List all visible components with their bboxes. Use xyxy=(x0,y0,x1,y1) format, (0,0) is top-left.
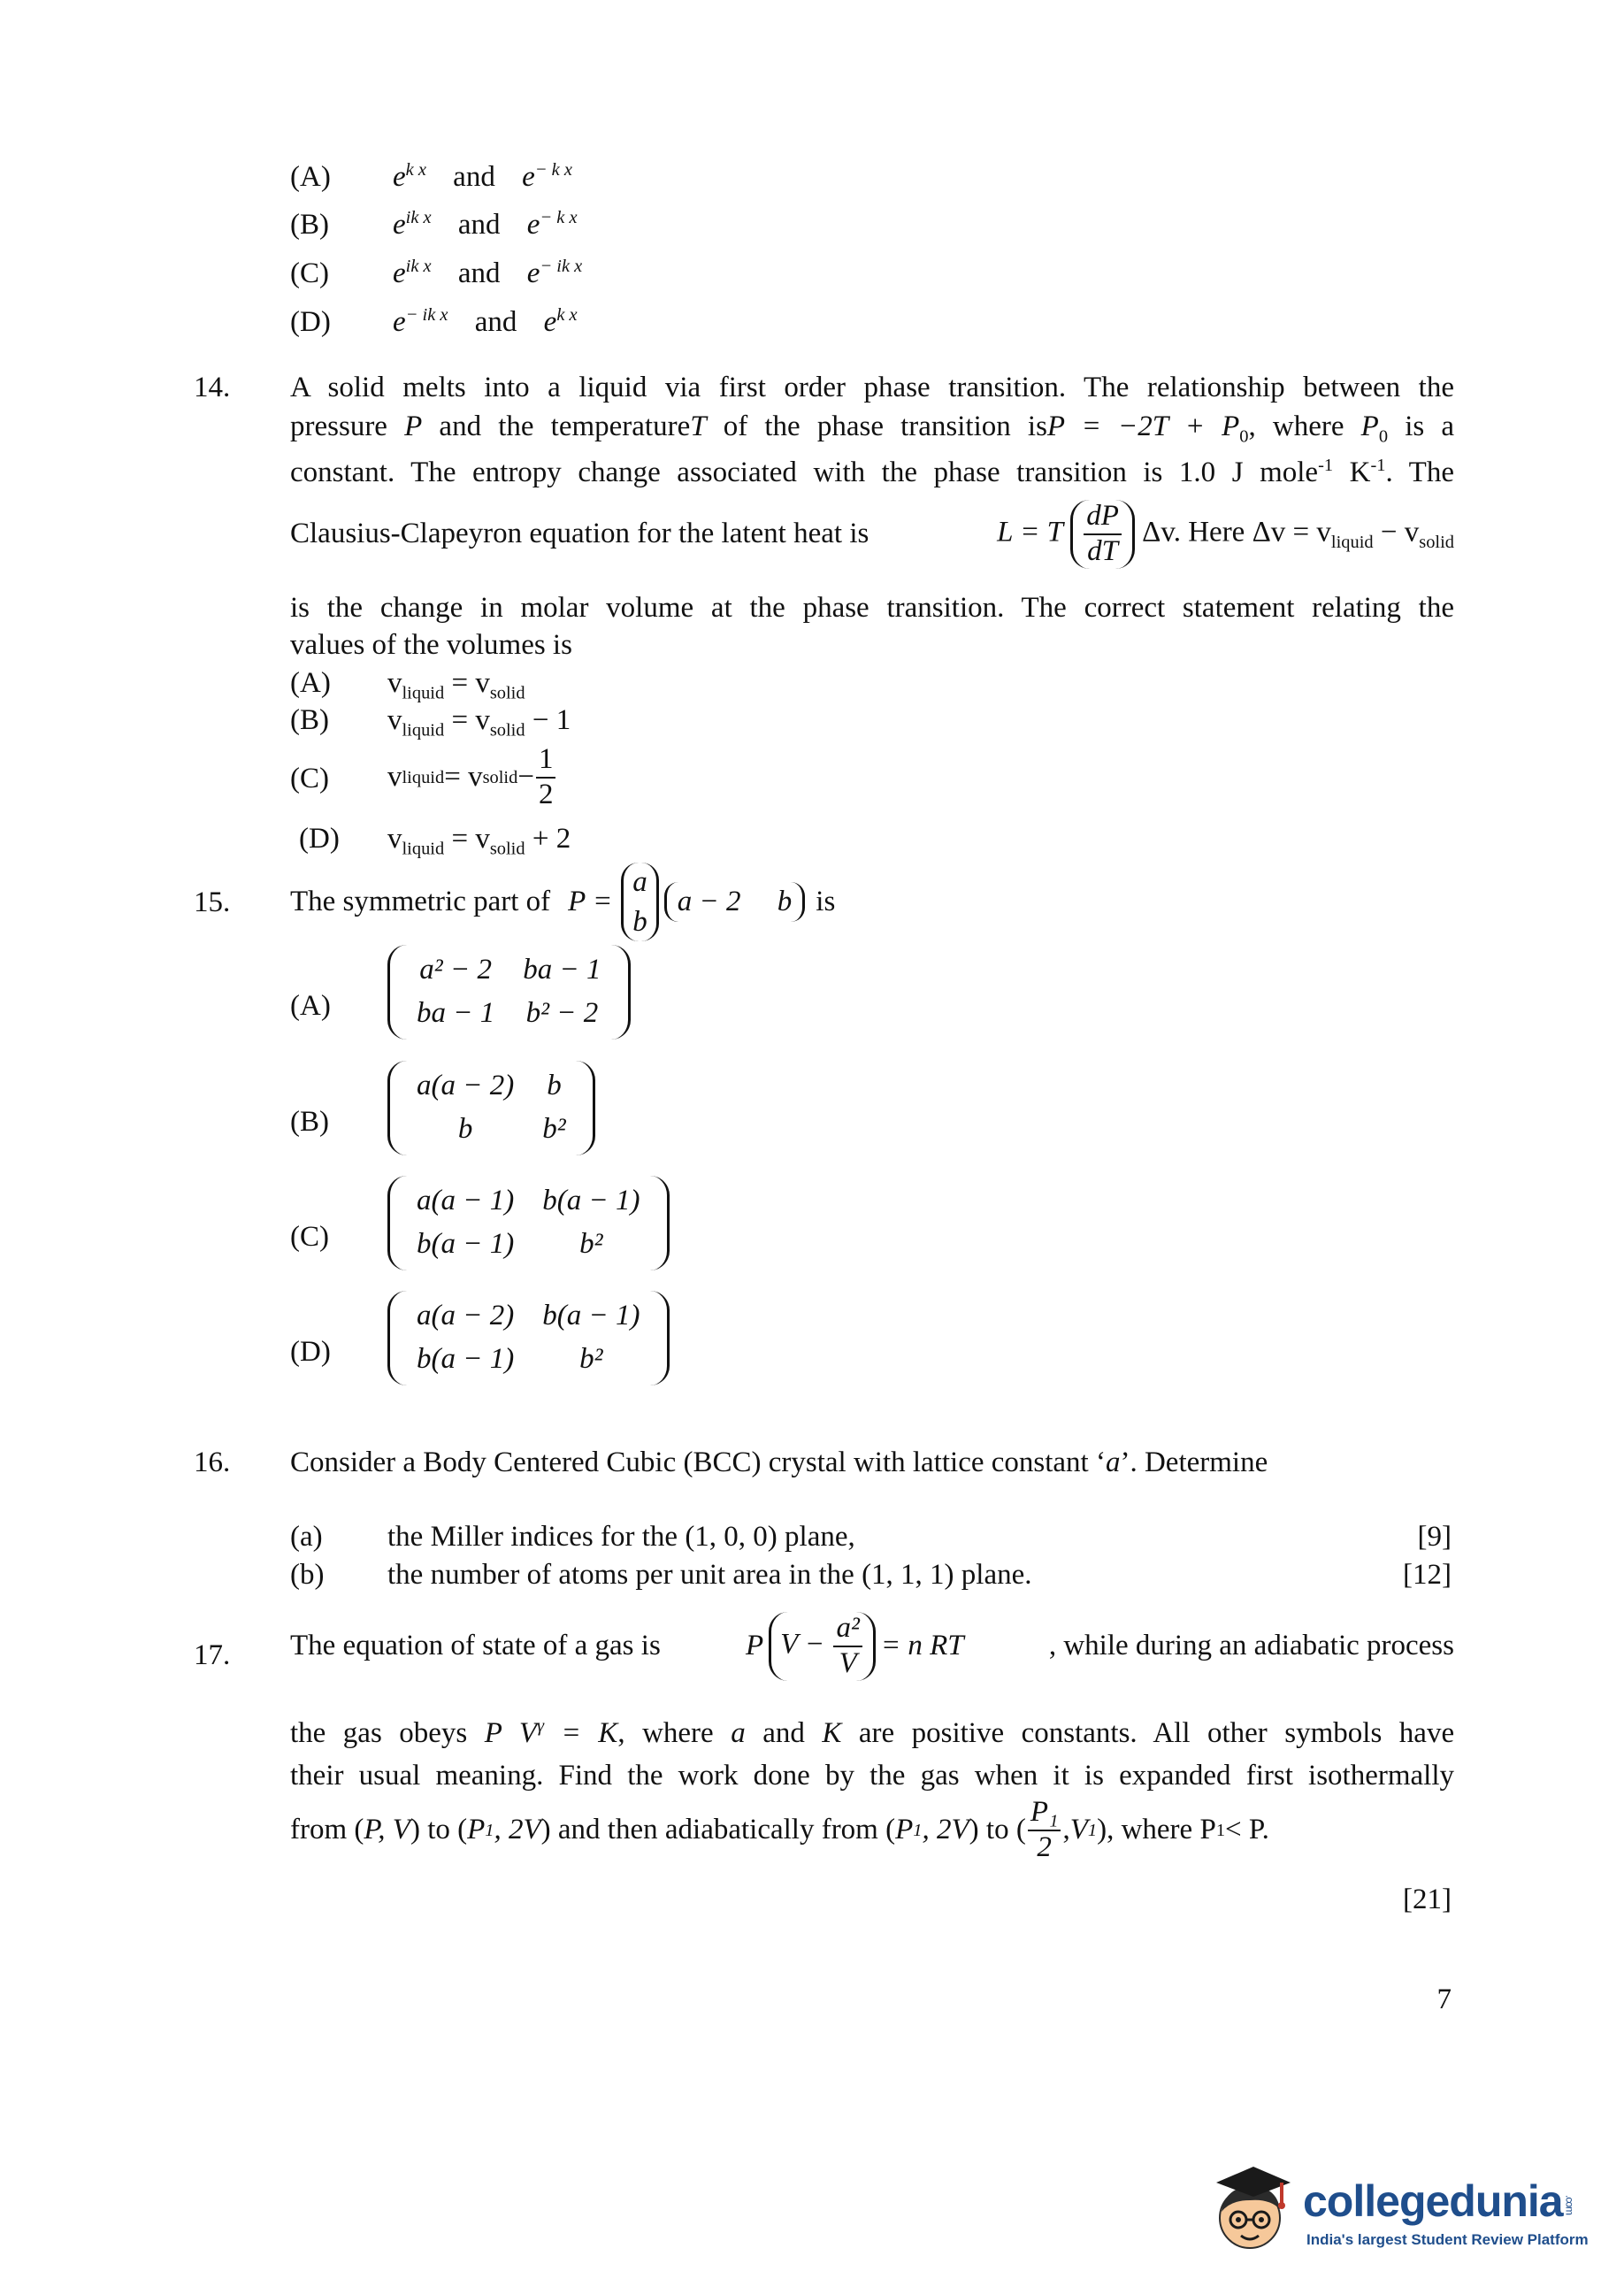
option-label: (C) xyxy=(290,763,329,794)
option-label: (B) xyxy=(290,1106,329,1138)
q15-option-c-matrix: a(a − 1) b(a − 1) b(a − 1) b² xyxy=(387,1176,670,1270)
option-label: (B) xyxy=(290,209,329,241)
fraction-dp-dt: $\frac{dP}{dT}$ xyxy=(1084,500,1122,569)
marks: [21] xyxy=(1403,1884,1452,1915)
q15-option-d-matrix: a(a − 2) b(a − 1) b(a − 1) b² xyxy=(387,1291,670,1385)
q13-option-b xyxy=(290,207,578,243)
q14-option-b: $v_{liquid} = v_{solid} - 1$ xyxy=(387,704,571,740)
option-expr: $e^{k x}$ and $e^{- k x}$ xyxy=(393,160,572,193)
q13-option-c xyxy=(290,256,583,292)
option-label: (D) xyxy=(290,306,331,338)
q17-line-2: the gas obeys P $V^\gamma = K$, where a and K are positive constants. All other symbols have xyxy=(290,1716,1455,1749)
q16-part-b: the number of atoms per unit area in the (1, 1, 1) plane. xyxy=(387,1559,1032,1591)
q17-line-4: from ( P, V ) to ( P 1 , 2V ) and then adiabatically from ( P 1 , 2V ) to ( $\frac{\text{P₁}}{2}$ , V 1 ), where P 1 < P. xyxy=(290,1796,1269,1863)
q14-line-1: A solid melts into a liquid via first order phase transition. The relationship between the xyxy=(290,372,1454,403)
option-label: (A) xyxy=(290,161,331,193)
option-label: (D) xyxy=(299,823,340,855)
option-label: (B) xyxy=(290,704,329,736)
q14-line-3: constant. The entropy change associated with the phase transition is 1.0 J mole$^{-1}$ $K^{-1}$. The xyxy=(290,456,1454,488)
q17-line-3: their usual meaning. Find the work done by the gas when it is expanded first isothermally xyxy=(290,1760,1454,1792)
derivative-parens xyxy=(1070,500,1135,569)
q14-line-2: pressure P and the temperatureT of the phase transition isP = $-2T + P_0$, where $P_0$ is a xyxy=(290,411,1454,447)
state-parens: V − $\frac{\text{a²}}{V}$ xyxy=(769,1612,876,1681)
q16-stem: Consider a Body Centered Cubic (BCC) crystal with lattice constant ‘a’. Determine xyxy=(290,1446,1268,1478)
part-label: (b) xyxy=(290,1559,325,1591)
option-expr: $e^{ik x}$ and $e^{- k x}$ xyxy=(393,208,578,241)
logo-tagline: India's largest Student Review Platform xyxy=(1306,2231,1589,2248)
fraction-p1-2: $\frac{\text{P₁}}{2}$ xyxy=(1028,1796,1061,1865)
q14-line-6: values of the volumes is xyxy=(290,629,572,661)
fraction-one-half: $\frac{1}{2}$ xyxy=(536,743,556,812)
option-label: (A) xyxy=(290,667,331,699)
option-expr: $e^{ik x}$ and $e^{- ik x}$ xyxy=(393,257,583,289)
fraction-a2-v: $\frac{\text{a²}}{V}$ xyxy=(833,1612,862,1681)
q15-option-a-matrix: a² − 2 ba − 1 ba − 1 b² − 2 xyxy=(387,945,631,1040)
option-label: (C) xyxy=(290,1221,329,1253)
q14-line-5: is the change in molar volume at the phase transition. The correct statement relating the xyxy=(290,592,1454,624)
q14-option-d: $v_{liquid} = v_{solid} + 2$ xyxy=(387,823,571,859)
marks: [9] xyxy=(1417,1521,1452,1553)
q15-option-b-matrix: a(a − 2) b b b² xyxy=(387,1061,595,1155)
q13-option-d xyxy=(290,304,578,341)
question-number: 17. xyxy=(194,1639,231,1671)
page-number: 7 xyxy=(1436,1984,1452,2015)
option-expr: $e^{- ik x}$ and $e^{k x}$ xyxy=(393,305,578,338)
part-label: (a) xyxy=(290,1521,323,1553)
q17-line-1: The equation of state of a gas is P V − $\frac{\text{a²}}{V}$ = n RT , while during an adiabatic process xyxy=(290,1612,1454,1679)
q14-option-a: $v_{liquid} = v_{solid}$ xyxy=(387,667,525,703)
row-vector: a − 2 b xyxy=(664,882,806,922)
q15-stem: The symmetric part of P = a b a − 2 b is xyxy=(290,863,835,941)
option-label: (C) xyxy=(290,257,329,289)
marks: [12] xyxy=(1403,1559,1452,1591)
q14-line-4: Clausius-Clapeyron equation for the latent heat is L = T $\frac{dP}{dT}$ Δv. Here $\Delta v = v_{liquid} - v_{solid}$ xyxy=(290,500,1454,567)
option-label: (D) xyxy=(290,1336,331,1368)
q16-part-a: the Miller indices for the (1, 0, 0) plane, xyxy=(387,1521,855,1553)
question-number: 14. xyxy=(194,372,231,403)
option-label: (A) xyxy=(290,990,331,1022)
question-number: 15. xyxy=(194,886,231,918)
q13-option-a xyxy=(290,159,572,196)
collegedunia-logo xyxy=(1199,2163,1588,2260)
logo-wordmark: collegedunia.com xyxy=(1303,2176,1576,2226)
q14-option-c: v liquid = v solid − $\frac{1}{2}$ xyxy=(387,743,557,812)
student-mascot-icon xyxy=(1199,2163,1305,2260)
question-number: 16. xyxy=(194,1446,231,1478)
column-vector: a b xyxy=(621,863,659,941)
